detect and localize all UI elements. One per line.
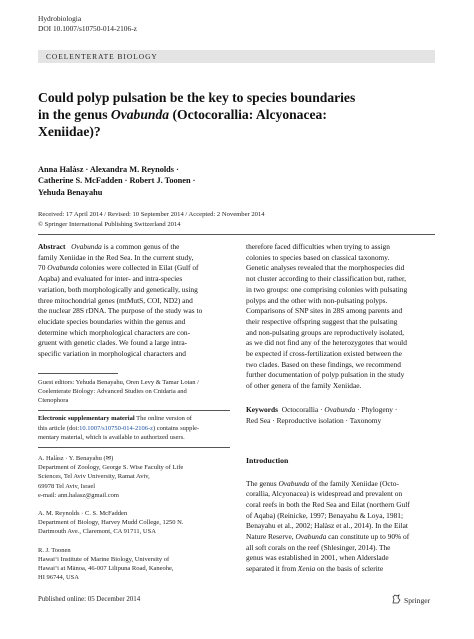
affiliation-line: Dartmouth Ave., Claremont, CA 91711, USA: [38, 528, 156, 536]
introduction-body: [246, 479, 435, 575]
esm-text: mentary material, which is available to authorized users.: [38, 433, 185, 441]
introduction-line: separated it from Xenia on the basis of sclerite: [246, 564, 384, 574]
introduction-line: corallia, Alcyonacea) is widespread and prevalent on: [246, 489, 403, 499]
abstract-line: their respective offspring suggest that the pulsating: [246, 316, 398, 326]
editors-line: Guest editors: Yehuda Benayahu, Oren Levy & Tamar Lotan /: [38, 378, 199, 386]
abstract-body: [38, 253, 230, 360]
abstract-line: family Xeniidae in the Red Sea. In the current study,: [38, 252, 194, 262]
abstract-line: variation, both morphologically and genetically, using: [38, 284, 198, 294]
title-genus: Ovabunda: [110, 107, 170, 122]
abstract-text: [71, 242, 179, 251]
abstract-line: in two groups: one comprising colonies with pulsating: [246, 284, 408, 294]
abstract-line: further documentation of polyp pulsation in the study: [246, 370, 405, 380]
title-text: in the genus: [38, 107, 111, 122]
abstract-continued: [246, 242, 435, 392]
submission-dates: Received: 17 April 2014 / Revised: 10 September 2014 / Accepted: 2 November 2014: [38, 211, 265, 218]
article-history: [38, 210, 438, 229]
abstract-line: gruent with genetic clades. We found a large intra-: [38, 338, 188, 348]
keyword-text: Octocorallia ·: [281, 404, 325, 414]
publisher-name: Springer: [404, 595, 431, 605]
affiliation-authors: A. M. Reynolds · C. S. McFadden: [38, 509, 128, 517]
author-line-3: Yehuda Benayahu: [38, 187, 103, 197]
affiliation-authors: A. Halàsz · Y. Benayahu (✉): [38, 454, 114, 462]
abstract: [38, 242, 230, 360]
editors-line: Coelenterate Biology: Advanced Studies on Cnidaria and: [38, 387, 187, 395]
abstract-line: [38, 242, 230, 253]
esm-label: Electronic supplementary material: [38, 415, 135, 423]
author-line-1: Anna Halàsz · Alexandra M. Reynolds ·: [38, 165, 179, 174]
affiliation-1: [38, 454, 230, 500]
abstract-line: be expected if cross-fertilization existed between the: [246, 349, 402, 359]
affiliation-line: Department of Zoology, George S. Wise Faculty of Life: [38, 464, 184, 472]
left-column: [38, 242, 230, 582]
title-text: (Octocorallia: Alcyonacea:: [169, 107, 327, 122]
abstract-line: 70 Ovabunda colonies were collected in Eilat (Gulf of: [38, 263, 199, 273]
abstract-line: Comparisons of SNP sites in 28S among parents and: [246, 306, 403, 316]
esm-rule: [38, 410, 230, 411]
affiliation-authors: R. J. Toonen: [38, 546, 71, 554]
keyword-text: · Phylogeny ·: [355, 404, 398, 414]
introduction-line: Benayahu et al., 2002; Halàsz et al., 2014). In the Eilat: [246, 521, 408, 531]
published-online: Published online: 05 December 2014: [38, 596, 141, 603]
title-line-2: [38, 106, 438, 123]
article-title: [38, 89, 438, 140]
copyright-line: © Springer International Publishing Switzerland 2014: [38, 220, 181, 228]
introduction-line: The genus Ovabunda of the family Xeniidae (Octo-: [246, 478, 399, 488]
keyword-text: Red Sea · Reproductive isolation · Taxonomy: [246, 415, 382, 425]
affiliation-line: Hawai‘i at Mānoa, 46-007 Lilipuna Road, Kaneohe,: [38, 564, 174, 572]
abstract-line: three mitochondrial genes (mtMutS, COI, ND2) and: [38, 295, 193, 305]
affiliation-line: Sciences, Tel Aviv University, Ramat Aviv,: [38, 473, 150, 481]
introduction-line: coral reefs in both the Red Sea and Eilat (northern Gulf: [246, 499, 410, 509]
keywords-label: Keywords: [246, 404, 279, 414]
keywords: [246, 404, 435, 426]
article-doi: DOI 10.1007/s10750-014-2106-z: [38, 24, 137, 33]
abstract-line: and non-pulsating groups are reproductively isolated,: [246, 327, 405, 337]
esm-text: ) contains supple-: [153, 424, 200, 432]
author-list: [38, 164, 338, 198]
abstract-line: Aqaba) and evaluated for inter- and intra-species: [38, 274, 183, 284]
guest-editors-note: [38, 378, 230, 406]
abstract-line: Ovabunda is a common genus of the: [71, 242, 180, 251]
affiliation-line: Hawai‘i Institute of Marine Biology, University of: [38, 555, 170, 563]
introduction-heading: Introduction: [246, 455, 289, 465]
affiliation-3: [38, 546, 230, 583]
affiliation-2: [38, 509, 230, 537]
header-divider: [38, 234, 435, 235]
section-band: COELENTERATE BIOLOGY: [38, 50, 435, 63]
esm-note: [38, 414, 230, 442]
right-column: [246, 242, 435, 575]
journal-header: [38, 14, 137, 34]
abstract-line: elucidate species boundaries within the genus and: [38, 316, 186, 326]
affiliation-rule: [38, 447, 230, 448]
title-line-3: Xeniidae)?: [38, 124, 101, 139]
footnote-rule: [38, 373, 118, 374]
supplementary-doi-link[interactable]: 10.1007/s10750-014-2106-z: [79, 424, 153, 432]
esm-text: this article (doi:: [38, 424, 80, 432]
abstract-line: determine which morphological characters are con-: [38, 327, 191, 337]
title-line-1: Could polyp pulsation be the key to species boundaries: [38, 90, 356, 105]
abstract-line: two clades. Based on these findings, we recommend: [246, 359, 401, 369]
abstract-line: the nuclear 28S rDNA. The purpose of the study was to: [38, 306, 203, 316]
affiliation-line: 69978 Tel Aviv, Israel: [38, 482, 96, 490]
keyword-genus: Ovabunda: [324, 404, 356, 414]
abstract-line: polyps and the other with non-pulsating polyps.: [246, 295, 388, 305]
springer-horse-icon: [392, 594, 401, 606]
esm-text: The online version of: [134, 415, 192, 423]
affiliation-line: HI 96744, USA: [38, 574, 79, 582]
publisher-mark: [392, 594, 430, 606]
abstract-line: Genetic analyses revealed that the morphospecies did: [246, 263, 405, 273]
abstract-line: of other genera of the family Xeniidae.: [246, 381, 362, 391]
author-email[interactable]: e-mail: ann.halasz@gmail.com: [38, 491, 119, 499]
editors-line: Ctenophora: [38, 397, 69, 405]
introduction-line: Nature Reserve, Ovabunda can constitute up to 90% of: [246, 532, 410, 542]
journal-name: Hydrobiologia: [38, 14, 82, 23]
introduction-line: genus was established in 2001, when Alderslade: [246, 553, 389, 563]
abstract-line: specific variation in morphological characters and: [38, 349, 186, 359]
introduction-line: all soft corals on the reef (Shlesinger, 2014). The: [246, 542, 391, 552]
abstract-line: as we did not find any of the heterozygotes that would: [246, 338, 407, 348]
affiliation-line: Department of Biology, Harvey Mudd College, 1250 N.: [38, 519, 184, 527]
author-line-2: Catherine S. McFadden · Robert J. Toonen ·: [38, 176, 196, 186]
abstract-line: colonies to species based on classical taxonomy.: [246, 252, 390, 262]
abstract-label: Abstract: [38, 242, 66, 251]
abstract-line: therefore faced difficulties when trying to assign: [246, 242, 390, 251]
abstract-line: not cluster according to their classification but, rather,: [246, 274, 407, 284]
introduction-line: of Aqaba) (Reinicke, 1997; Benayahu & Loya, 1981;: [246, 510, 404, 520]
